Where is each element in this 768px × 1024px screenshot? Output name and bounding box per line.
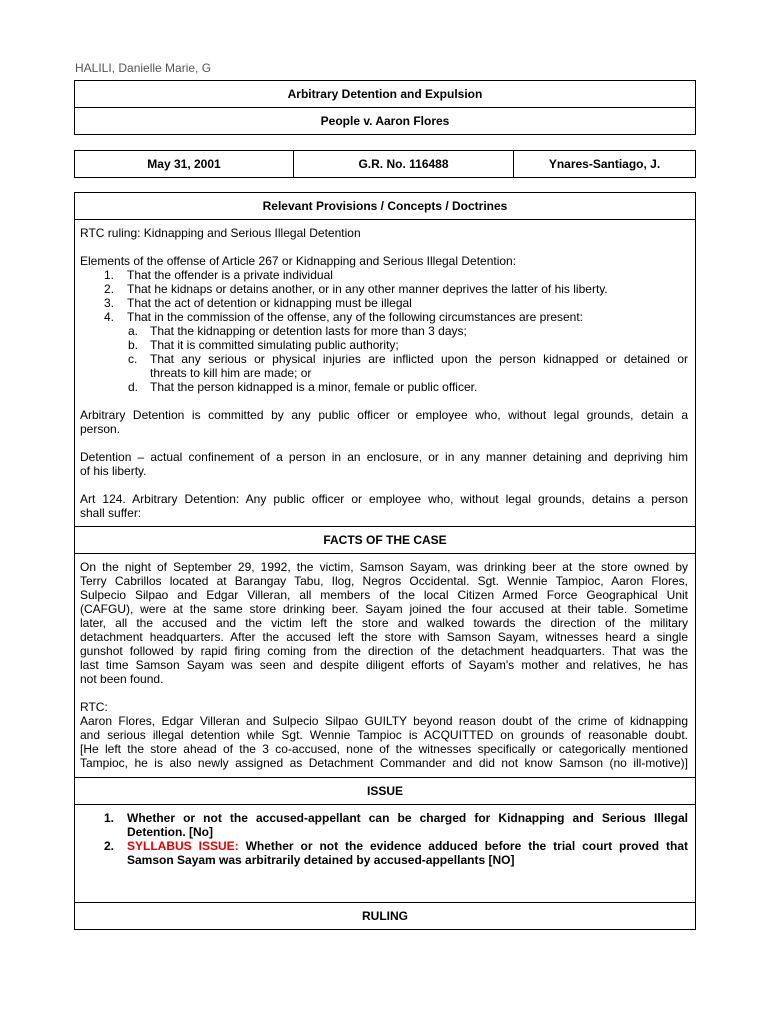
circumstance-text — [150, 338, 688, 352]
issue-item — [80, 811, 688, 839]
blank-line — [80, 478, 688, 492]
author-name: HALILI, Danielle Marie, G — [75, 61, 212, 75]
list-number: 1. — [104, 811, 115, 825]
text-line: threats to kill him are made; or — [150, 366, 312, 380]
list-letter: b. — [128, 338, 139, 352]
text-line: That the person kidnapped is a minor, female or public officer. — [150, 380, 478, 394]
case-info-table — [74, 150, 696, 178]
blank-line — [80, 686, 688, 700]
circumstance-text — [150, 324, 688, 338]
text-line: That the kidnapping or detention lasts for more than 3 days; — [150, 324, 467, 338]
element-item — [80, 282, 688, 296]
text-line: gunshot followed by rapid firing coming from the direction of the detachment headquarters. That was the — [80, 644, 688, 658]
list-number: 2. — [104, 839, 115, 853]
text-line: On the night of September 29, 1992, the victim, Samson Sayam, was drinking beer at the store owned by — [80, 560, 688, 574]
rtc-label: RTC: — [80, 700, 108, 714]
text-line: and serious illegal detention while Sgt. Wennie Tampioc is ACQUITTED on grounds of reasonable doubt. — [80, 728, 688, 742]
list-number: 3. — [104, 296, 115, 310]
case-title: People v. Aaron Flores — [320, 114, 450, 128]
facts-narrative — [80, 560, 688, 686]
element-text: That the offender is a private individual — [127, 268, 333, 282]
circumstance-item — [80, 380, 688, 394]
issue-text — [127, 839, 688, 867]
list-number: 1. — [104, 268, 115, 282]
title-table — [74, 80, 696, 135]
arbitrary-detention-definition — [80, 408, 688, 436]
issue-line-text: Whether or not the evidence adduced before the trial court proved that — [245, 839, 688, 853]
rtc-decision — [80, 714, 688, 742]
issue-header: ISSUE — [75, 778, 695, 805]
blank-line — [80, 394, 688, 408]
text-line: Sulpecio Silpao and Edgar Villeran, all members of the local Citizen Armed Force Geographical Unit — [80, 588, 688, 602]
text-line: Whether or not the accused-appellant can be charged for Kidnapping and Serious Illegal — [127, 811, 688, 825]
facts-header: FACTS OF THE CASE — [75, 527, 695, 554]
element-item — [80, 310, 688, 324]
text-line: person. — [80, 422, 121, 436]
text-line: Aaron Flores, Edgar Villeran and Sulpecio Silpao GUILTY beyond reason doubt of the crime of kidnapping — [80, 714, 688, 728]
list-letter: a. — [128, 324, 139, 338]
facts-content — [75, 554, 695, 778]
issue-content — [75, 805, 695, 903]
element-text: That the act of detention or kidnapping must be illegal — [127, 296, 412, 310]
circumstance-item — [80, 324, 688, 338]
circumstance-item — [80, 338, 688, 352]
blank-line — [80, 240, 688, 254]
provisions-content — [75, 220, 695, 527]
text-line: later, all the accused and the victim left the store and walked towards the direction of the military — [80, 616, 688, 630]
list-letter: d. — [128, 380, 139, 394]
text-line: That any serious or physical injuries are inflicted upon the person kidnapped or detained or — [150, 352, 688, 366]
circumstance-text — [150, 352, 688, 380]
text-line: of his liberty. — [80, 464, 147, 478]
element-item — [80, 268, 688, 282]
circumstance-text — [150, 380, 688, 394]
list-number: 2. — [104, 282, 115, 296]
text-line: detachment headquarters. After the accused left the store with Samson Sayam, witnesses heard a single — [80, 630, 688, 644]
text-line: Arbitrary Detention is committed by any public officer or employee who, without legal grounds, detain a — [80, 408, 688, 422]
text-line: Detention. [No] — [127, 825, 213, 839]
text-line: not been found. — [80, 672, 164, 686]
element-text: That he kidnaps or detains another, or in any other manner deprives the latter of his liberty. — [127, 282, 608, 296]
digest-table — [74, 192, 696, 930]
text-line: Terry Cabrillos located at Barangay Tabu, Ilog, Negros Occidental. Sgt. Wennie Tampioc, Aaron Flores, — [80, 574, 688, 588]
text-line: Samson Sayam was arbitrarily detained by accused-appellants [NO] — [127, 853, 515, 867]
rtc-ruling: RTC ruling: Kidnapping and Serious Illegal Detention — [80, 226, 361, 240]
blank-line — [80, 436, 688, 450]
element-text: That in the commission of the offense, any of the following circumstances are present: — [127, 310, 584, 324]
text-line: last time Samson Sayam was seen and despite diligent efforts of Sayam's mother and relatives, he has — [80, 658, 688, 672]
list-letter: c. — [128, 352, 138, 366]
art-124-provision — [80, 492, 688, 520]
text-line: shall suffer: — [80, 506, 142, 520]
provisions-header: Relevant Provisions / Concepts / Doctrines — [75, 193, 695, 220]
detention-definition — [80, 450, 688, 478]
issue-item — [80, 839, 688, 867]
rtc-note — [80, 742, 688, 770]
text-line — [127, 839, 688, 853]
text-line: (CAFGU), were at the same store drinking beer. Sayam joined the four accused at their table. Sometime — [80, 602, 688, 616]
ruling-header: RULING — [362, 909, 408, 923]
text-line: Detention – actual confinement of a person in an enclosure, or in any manner detaining and depriving him — [80, 450, 688, 464]
topic-title: Arbitrary Detention and Expulsion — [75, 81, 695, 108]
circumstance-item — [80, 352, 688, 380]
list-number: 4. — [104, 310, 115, 324]
text-line: Tampioc, he is also newly assigned as Detachment Commander and did not know Samson (no ill-motive)] — [80, 756, 688, 770]
text-line: That it is committed simulating public authority; — [150, 338, 399, 352]
text-line: Art 124. Arbitrary Detention: Any public officer or employee who, without legal grounds, detains a person — [80, 492, 688, 506]
text-line: [He left the store ahead of the 3 co-accused, none of the witnesses specifically or categorically mentioned — [80, 742, 688, 756]
issue-text — [127, 811, 688, 839]
decision-date: May 31, 2001 — [75, 151, 294, 177]
element-item — [80, 296, 688, 310]
ponente: Ynares-Santiago, J. — [548, 157, 661, 171]
syllabus-issue-label: SYLLABUS ISSUE: — [127, 839, 239, 853]
gr-number: G.R. No. 116488 — [294, 151, 514, 177]
elements-intro: Elements of the offense of Article 267 or Kidnapping and Serious Illegal Detention: — [80, 254, 517, 268]
